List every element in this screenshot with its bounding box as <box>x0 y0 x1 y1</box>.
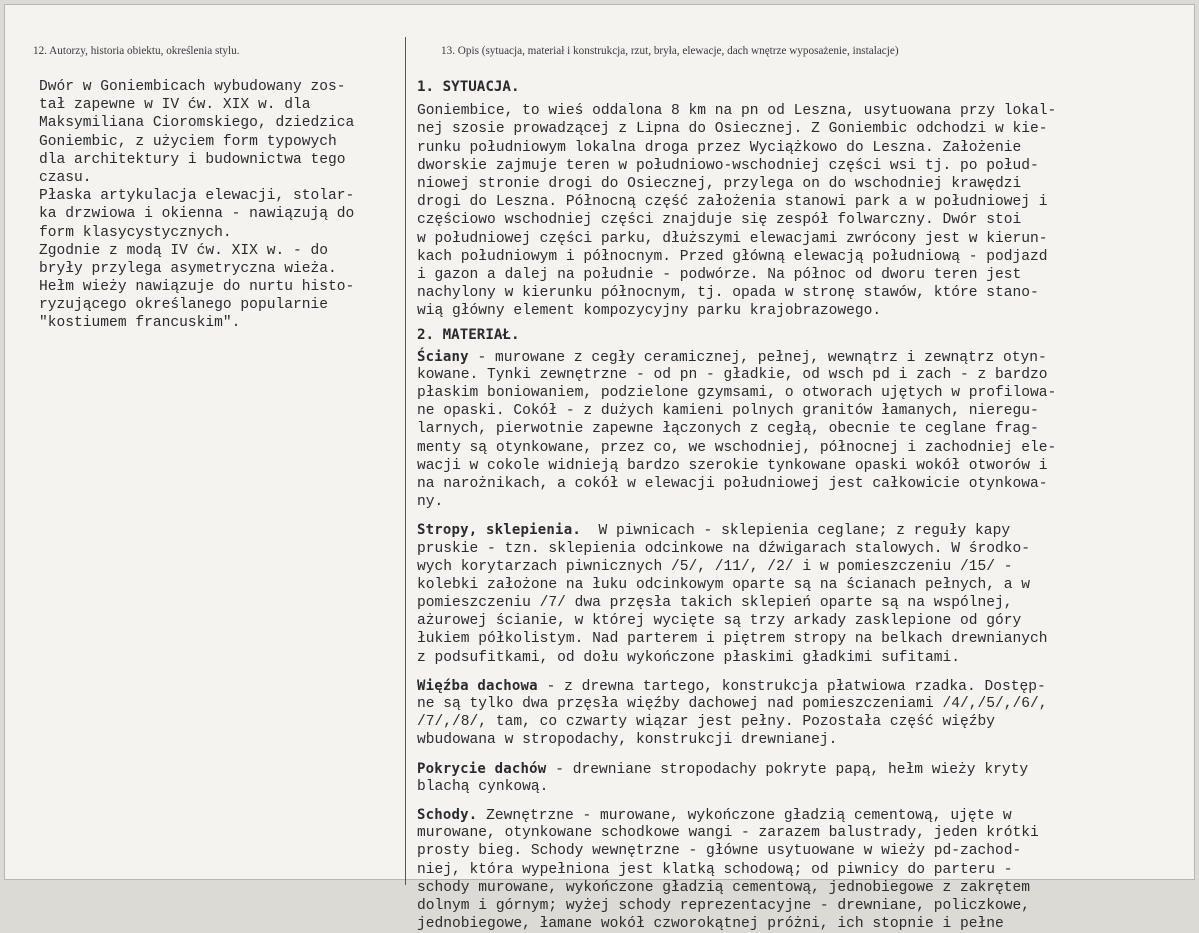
stairs-line: prosty bieg. Schody wewnętrzne - główne usytuowane w wieży pd-zachod- <box>417 843 1022 860</box>
walls-line: wacji w cokole widnieją bardzo szerokie tynkowane opaski wokół otworów i <box>417 457 1048 474</box>
history-line: form klasycystycznych. <box>39 224 232 241</box>
walls-first-line <box>417 348 1147 366</box>
roofing-first-line <box>417 760 1147 778</box>
history-line: tał zapewne w IV ćw. XIX w. dla <box>39 97 311 114</box>
walls-line: larnych, pierwotnie zapewne łączonych z cegłą, obecnie te ceglane frag- <box>417 421 1039 438</box>
history-line: Maksymiliana Cioromskiego, dziedzica <box>39 115 355 132</box>
stairs-line: niej, która wypełniona jest klatką schodową; od piwnicy do parteru - <box>417 861 1013 878</box>
situation-line: runku południowym lokalna droga przez Wyciążkowo do Leszna. Założenie <box>417 139 1022 156</box>
situation-line: w południowej części parku, dłuższymi elewacjami zwrócony jest w kierun- <box>417 230 1048 247</box>
roof-truss-line: wbudowana w stropodachy, konstrukcji drewnianej. <box>417 732 838 749</box>
ceilings-first-line <box>417 521 1147 539</box>
history-line: dla architektury i budownictwa tego <box>39 151 346 168</box>
walls-line: kowane. Tynki zewnętrzne - od pn - gładkie, od wsch pd i zach - z bardzo <box>417 366 1048 383</box>
situation-line: wią główny element kompozycyjny parku krajobrazowego. <box>417 303 882 320</box>
roofing-label: Pokrycie dachów <box>417 760 547 777</box>
history-line: ryzującego określanego popularnie <box>39 297 329 314</box>
walls-line: ne opaski. Cokół - z dużych kamieni polnych granitów łamanych, nieregu- <box>417 403 1039 420</box>
column-divider <box>405 37 406 885</box>
description-text <box>417 78 1147 933</box>
ceilings-line: kolebki założone na łuku odcinkowym oparte są na ścianach pełnych, a w <box>417 576 1031 593</box>
ceilings-first-text: W piwnicach - sklepienia ceglane; z reguły kapy <box>580 523 1011 540</box>
ceilings-line: z podsufitkami, od dołu wykończone płaskimi gładkimi sufitami. <box>417 649 960 666</box>
history-line: "kostiumem francuskim". <box>39 315 241 332</box>
walls-paragraph <box>417 348 1147 512</box>
history-line: czasu. <box>39 169 92 186</box>
ceilings-paragraph <box>417 521 1147 667</box>
situation-line: drogi do Leszna. Północną część założenia stanowi park a w południowej i <box>417 194 1048 211</box>
history-text <box>39 78 391 333</box>
walls-label: Ściany <box>417 348 469 365</box>
history-line: Dwór w Goniembicach wybudowany zos- <box>39 79 346 95</box>
history-line: Goniembic, z użyciem form typowych <box>39 133 337 150</box>
roofing-first-text: - drewniane stropodachy pokryte papą, hełm wieży kryty <box>546 761 1029 778</box>
walls-line: płaskim boniowaniem, podzielone gzymsami, o otworach ujętych w profilowa- <box>417 385 1057 401</box>
situation-line: kach południowym i północnym. Przed główną elewacją południową - podjazd <box>417 248 1048 265</box>
walls-line: ny. <box>417 494 444 511</box>
situation-line: nachylony w kierunku północnym, tj. opada w stronę stawów, które stano- <box>417 285 1039 302</box>
situation-line: niowej stronie drogi do Osiecznej, przylega on do wschodniej krawędzi <box>417 175 1022 192</box>
history-line: Hełm wieży nawiązuje do nurtu histo- <box>39 279 355 296</box>
roof-truss-first-line <box>417 677 1147 695</box>
roofing-line: blachą cynkową. <box>417 778 549 795</box>
history-line: Płaska artykulacja elewacji, stolar- <box>39 188 355 205</box>
right-column-header: 13. Opis (sytuacja, materiał i konstrukcja, rzut, bryła, elewacje, dach wnętrze wyposażenie, instalacje) <box>441 45 899 57</box>
situation-line: nej szosie prowadzącej z Lipna do Osiecznej. Z Goniembic odchodzi w kie- <box>417 121 1048 138</box>
left-column-header: 12. Autorzy, historia obiektu, określenia stylu. <box>33 45 240 57</box>
roof-truss-label: Więźba dachowa <box>417 677 538 694</box>
walls-first-text: - murowane z cegły ceramicznej, pełnej, wewnątrz i zewnątrz otyn- <box>468 349 1047 366</box>
document-sheet <box>4 4 1195 933</box>
ceilings-label: Stropy, sklepienia. <box>417 522 581 539</box>
situation-line: dworskie zajmuje teren w południowo-wschodniej części wsi tj. po połud- <box>417 157 1039 174</box>
stairs-line: schody murowane, wykończone gładzią cementową, jednobiegowe z zakrętem <box>417 879 1031 896</box>
stairs-line: dolnym i górnym; wyżej schody reprezentacyjne - drewniane, policzkowe, <box>417 897 1031 914</box>
section-title-material: 2. MATERIAŁ. <box>417 327 520 344</box>
situation-paragraph <box>417 102 1147 320</box>
section-title-situation: 1. SYTUACJA. <box>417 79 520 95</box>
situation-line: Goniembice, to wieś oddalona 8 km na pn od Leszna, usytuowana przy lokal- <box>417 103 1057 120</box>
stairs-paragraph <box>417 806 1147 933</box>
ceilings-line: pruskie - tzn. sklepienia odcinkowe na dźwigarach stalowych. W środko- <box>417 540 1031 557</box>
history-line: bryły przylega asymetryczna wieża. <box>39 260 337 277</box>
history-line: ka drzwiowa i okienna - nawiązują do <box>39 206 355 223</box>
roof-truss-line: ne są tylko dwa przęsła więźby dachowej nad pomieszczeniami /4/,/5/,/6/, <box>417 696 1048 712</box>
stairs-label: Schody. <box>417 806 478 823</box>
walls-line: menty są otynkowane, przez co, we wschodniej, północnej i zachodniej ele- <box>417 439 1057 456</box>
ceilings-line: łukiem półkolistym. Nad parterem i piętrem stropy na belkach drewnianych <box>417 631 1048 648</box>
walls-line: na narożnikach, a cokół w elewacji południowej jest całkowicie otynkowa- <box>417 475 1048 492</box>
stairs-first-line <box>417 806 1147 824</box>
ceilings-line: wych korytarzach piwnicznych /5/, /11/, /2/ i w pomieszczeniu /15/ - <box>417 558 1013 575</box>
roof-truss-first-text: - z drewna tartego, konstrukcja płatwiowa rzadka. Dostęp- <box>537 678 1046 695</box>
roofing-paragraph <box>417 760 1147 796</box>
stairs-line: jednobiegowe, łamane wokół czworokątnej próżni, ich stopnie i pełne <box>417 916 1004 933</box>
stairs-line: murowane, otynkowane schodkowe wangi - zarazem balustrady, jeden krótki <box>417 825 1039 842</box>
situation-line: częściowo wschodniej części znajduje się zespół folwarczny. Dwór stoi <box>417 212 1022 229</box>
history-line: Zgodnie z modą IV ćw. XIX w. - do <box>39 242 329 259</box>
roof-truss-paragraph <box>417 677 1147 750</box>
situation-line: i gazon a dalej na południe - podwórze. Na północ od dworu teren jest <box>417 266 1022 283</box>
roof-truss-line: /7/,/8/, tam, co czwarty wiązar jest pełny. Pozostała część więźby <box>417 714 996 731</box>
ceilings-line: pomieszczeniu /7/ dwa przęsła takich sklepień oparte są na wspólnej, <box>417 595 1013 612</box>
ceilings-line: ażurowej ścianie, w której wycięte są trzy arkady zasklepione od góry <box>417 613 1022 630</box>
stairs-first-text: Zewnętrzne - murowane, wykończone gładzią cementową, ujęte w <box>477 807 1012 824</box>
